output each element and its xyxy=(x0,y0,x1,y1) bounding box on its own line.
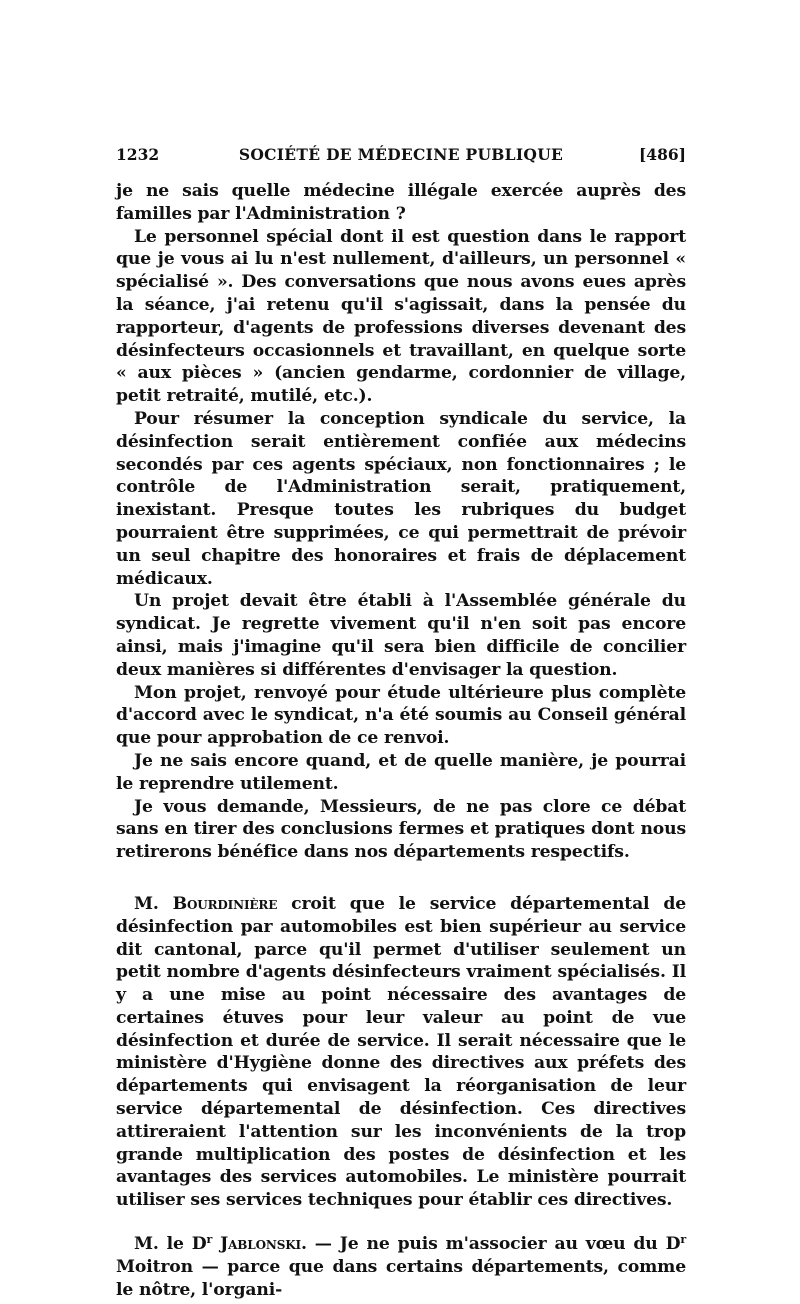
paragraph: Mon projet, renvoyé pour étude ultérieure plus complète d'accord avec le syndicat, n'a été soumis au Conseil général que pour approbation de ce renvoi. xyxy=(116,682,686,749)
page-number: 1232 xyxy=(116,145,160,164)
speaker-paragraph-jablonski xyxy=(116,1229,686,1301)
running-title: SOCIÉTÉ DE MÉDECINE PUBLIQUE xyxy=(238,145,564,164)
page-reference: [486] xyxy=(638,145,686,164)
body-text xyxy=(116,180,686,1301)
speaker-text: Moitron — parce que dans certains départements, comme le nôtre, l'organi- xyxy=(116,1256,686,1300)
speaker-text: croit que le service départemental de désinfection par automobiles est bien supérieur au service dit cantonal, parce qu'il permet d'utiliser seulement un petit nombre d'agents désinfecteurs vraiment spécialisés. Il y a une mise au point nécessaire des avantages de certaines étuves pour leur valeur au point de vue désinfection et durée de service. Il serait nécessaire que le ministère d'Hygiène donne des directives aux préfets des départements qui envisagent la réorganisation de leur service départemental de désinfection. Ces directives attireraient l'attention sur les inconvénients de la trop grande multiplication des postes de désinfection et les avantages des services automobiles. Le ministère pourrait utiliser ses services techniques pour établir ces directives. xyxy=(116,893,686,1211)
speaker-prefix: M. le D xyxy=(134,1234,207,1255)
paragraph: Le personnel spécial dont il est question dans le rapport que je vous ai lu n'est nullement, d'ailleurs, un personnel « spécialisé ». Des conversations que nous avons eues après la séance, j'ai retenu qu'il s'agissait, dans la pensée du rapporteur, d'agents de professions diverses devenant des désinfecteurs occasionnels et travaillant, en quelque sorte « aux pièces » (ancien gendarme, cordonnier de village, petit retraité, mutilé, etc.). xyxy=(116,226,686,407)
superscript: r xyxy=(206,1233,213,1247)
paragraph: Je vous demande, Messieurs, de ne pas clore ce débat sans en tirer des conclusions fermes et pratiques dont nous retirerons bénéfice dans nos départements respectifs. xyxy=(116,796,686,863)
paragraph: Pour résumer la conception syndicale du service, la désinfection serait entièrement confiée aux médecins secondés par ces agents spéciaux, non fonctionnaires ; le contrôle de l'Administration serait, pratiquement, inexistant. Presque toutes les rubriques du budget pourraient être supprimées, ce qui permettrait de prévoir un seul chapitre des honoraires et frais de déplacement médicaux. xyxy=(116,408,686,589)
paragraph: Je ne sais encore quand, et de quelle manière, je pourrai le reprendre utilement. xyxy=(116,750,686,794)
speaker-name: Bourdinière xyxy=(172,893,278,914)
speaker-name: Jablonski xyxy=(212,1234,301,1255)
speaker-paragraph-bourdiniere xyxy=(116,893,686,1212)
superscript: r xyxy=(680,1233,687,1247)
paragraph: Un projet devait être établi à l'Assemblée générale du syndicat. Je regrette vivement qu'il n'en soit pas encore ainsi, mais j'imagine qu'il sera bien difficile de concilier deux manières si différentes d'envisager la question. xyxy=(116,591,686,680)
speaker-prefix: M. xyxy=(134,893,173,914)
paragraph: je ne sais quelle médecine illégale exercée auprès des familles par l'Administration ? xyxy=(116,181,686,224)
page-header xyxy=(116,145,686,169)
speaker-text: . — Je ne puis m'associer au vœu du D xyxy=(300,1234,681,1255)
